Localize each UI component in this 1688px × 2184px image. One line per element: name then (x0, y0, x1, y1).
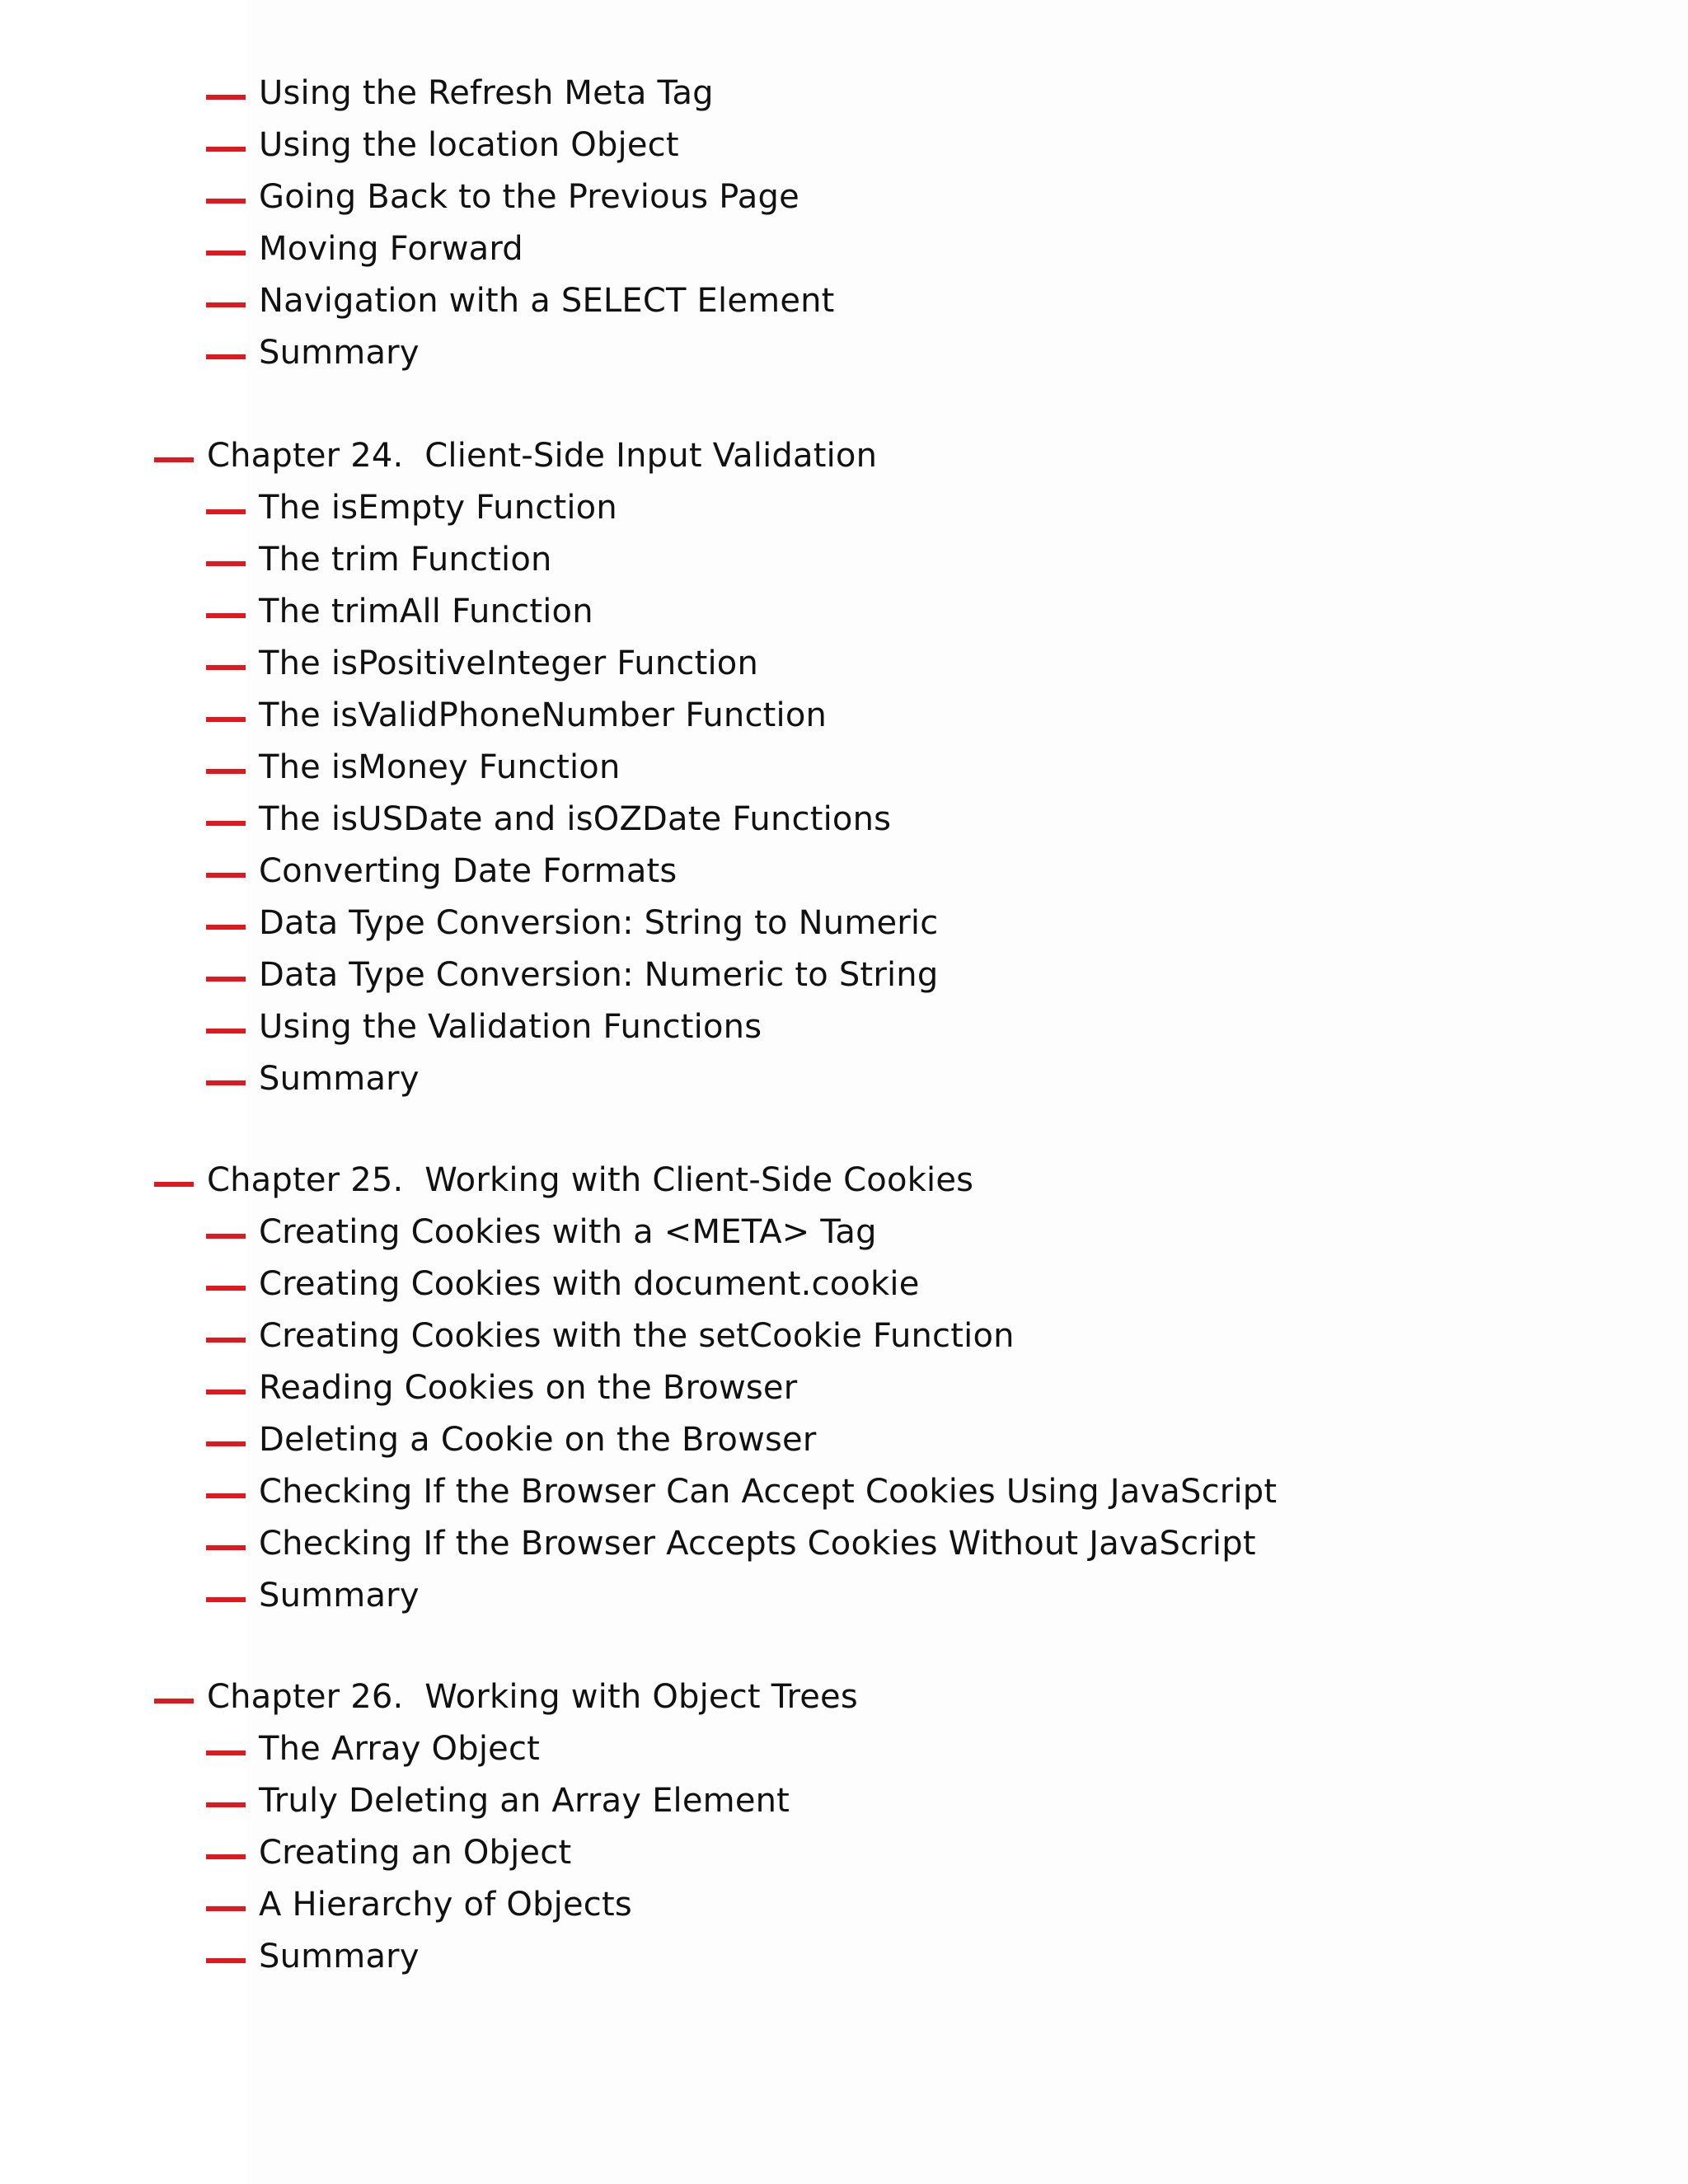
red-dash-icon (206, 769, 246, 774)
red-dash-icon (206, 613, 246, 618)
toc-section-label: The isMoney Function (259, 748, 621, 786)
red-dash-icon (206, 1906, 246, 1911)
toc-section-label: The isUSDate and isOZDate Functions (259, 800, 892, 838)
toc-section-link[interactable] (206, 898, 938, 949)
toc-chapter-title: Chapter 24. Client-Side Input Validation (207, 437, 878, 475)
toc-section-link[interactable] (206, 1258, 920, 1310)
toc-section-label: Creating Cookies with a <META> Tag (259, 1213, 877, 1251)
red-dash-icon (206, 1029, 246, 1033)
toc-section-link[interactable] (206, 534, 552, 586)
red-dash-icon (206, 717, 246, 722)
toc-section-link[interactable] (206, 949, 938, 1001)
toc-section-label: Creating Cookies with document.cookie (259, 1265, 920, 1303)
toc-section-link[interactable] (206, 1362, 797, 1414)
red-dash-icon (206, 925, 246, 930)
toc-section-link[interactable] (206, 638, 758, 690)
toc-section-label: Creating Cookies with the setCookie Function (259, 1317, 1015, 1355)
toc-section-label: The isPositiveInteger Function (259, 644, 758, 682)
toc-section-link[interactable] (206, 275, 835, 327)
toc-section-label: Checking If the Browser Accepts Cookies Without JavaScript (259, 1525, 1256, 1563)
red-dash-icon (206, 1080, 246, 1085)
red-dash-icon (206, 561, 246, 566)
red-dash-icon (206, 354, 246, 359)
toc-section-link[interactable] (206, 120, 679, 171)
red-dash-icon (206, 1338, 246, 1343)
toc-section-label: Converting Date Formats (259, 852, 678, 890)
toc-section-label: Summary (259, 1938, 420, 1975)
toc-section-link[interactable] (206, 1053, 420, 1105)
toc-chapter-26-link[interactable] (154, 1671, 858, 1723)
red-dash-icon (154, 1699, 194, 1704)
red-dash-icon (206, 977, 246, 982)
toc-section-label: Data Type Conversion: Numeric to String (259, 956, 939, 994)
toc-section-label: The trimAll Function (259, 593, 593, 630)
toc-section-label: Truly Deleting an Array Element (259, 1782, 790, 1820)
red-dash-icon (206, 1597, 246, 1602)
red-dash-icon (206, 147, 246, 152)
red-dash-icon (154, 1182, 194, 1187)
toc-section-label: The isValidPhoneNumber Function (259, 696, 828, 734)
toc-section-label: Creating an Object (259, 1834, 572, 1872)
toc-section-link[interactable] (206, 1414, 816, 1466)
toc-section-label: Going Back to the Previous Page (259, 178, 799, 216)
toc-section-link[interactable] (206, 1827, 571, 1879)
toc-section-label: Using the location Object (259, 126, 679, 164)
toc-section-link[interactable] (206, 586, 593, 638)
toc-section-link[interactable] (206, 690, 827, 742)
toc-section-link[interactable] (206, 1310, 1015, 1362)
red-dash-icon (206, 1493, 246, 1498)
toc-section-link[interactable] (206, 1879, 632, 1931)
toc-section-link[interactable] (206, 482, 617, 534)
red-dash-icon (206, 665, 246, 670)
toc-section-label: Summary (259, 1577, 420, 1615)
toc-section-link[interactable] (206, 1207, 877, 1258)
red-dash-icon (206, 1234, 246, 1239)
toc-section-label: Summary (259, 1060, 420, 1098)
toc-section-link[interactable] (206, 1570, 420, 1622)
toc-section-label: Data Type Conversion: String to Numeric (259, 904, 939, 942)
toc-section-label: Moving Forward (259, 230, 523, 268)
toc-section-link[interactable] (206, 1466, 1277, 1518)
red-dash-icon (206, 1390, 246, 1394)
red-dash-icon (206, 1286, 246, 1291)
toc-chapter-25-link[interactable] (154, 1155, 973, 1207)
toc-section-link[interactable] (206, 68, 714, 120)
red-dash-icon (206, 302, 246, 307)
toc-chapter-title: Chapter 25. Working with Client-Side Cookies (207, 1161, 974, 1199)
toc-section-label: Reading Cookies on the Browser (259, 1369, 798, 1407)
red-dash-icon (206, 1854, 246, 1859)
toc-section-label: The isEmpty Function (259, 489, 617, 527)
toc-section-link[interactable] (206, 1723, 540, 1775)
toc-section-link[interactable] (206, 327, 420, 379)
toc-section-label: Using the Refresh Meta Tag (259, 74, 714, 112)
toc-section-link[interactable] (206, 846, 677, 898)
red-dash-icon (206, 95, 246, 100)
toc-section-label: A Hierarchy of Objects (259, 1886, 632, 1924)
toc-chapter-24-link[interactable] (154, 430, 877, 482)
toc-section-link[interactable] (206, 223, 523, 275)
red-dash-icon (206, 509, 246, 514)
red-dash-icon (206, 1802, 246, 1807)
red-dash-icon (206, 1958, 246, 1963)
red-dash-icon (206, 1545, 246, 1550)
toc-section-label: Using the Validation Functions (259, 1008, 762, 1046)
toc-section-link[interactable] (206, 1001, 762, 1053)
toc-section-link[interactable] (206, 1931, 420, 1983)
toc-chapter-title: Chapter 26. Working with Object Trees (207, 1678, 858, 1716)
toc-section-label: The Array Object (259, 1730, 541, 1768)
red-dash-icon (206, 1441, 246, 1446)
toc-section-label: Deleting a Cookie on the Browser (259, 1421, 817, 1459)
red-dash-icon (206, 821, 246, 826)
toc-section-label: Summary (259, 334, 420, 372)
toc-section-link[interactable] (206, 742, 621, 794)
toc-section-link[interactable] (206, 794, 891, 846)
toc-section-link[interactable] (206, 1518, 1256, 1570)
red-dash-icon (206, 199, 246, 204)
toc-section-link[interactable] (206, 1775, 790, 1827)
red-dash-icon (154, 457, 194, 462)
red-dash-icon (206, 873, 246, 878)
toc-section-label: Navigation with a SELECT Element (259, 282, 835, 320)
toc-section-link[interactable] (206, 171, 799, 223)
red-dash-icon (206, 251, 246, 255)
toc-section-label: Checking If the Browser Can Accept Cookies Using JavaScript (259, 1473, 1278, 1511)
toc-section-label: The trim Function (259, 541, 552, 579)
red-dash-icon (206, 1750, 246, 1755)
